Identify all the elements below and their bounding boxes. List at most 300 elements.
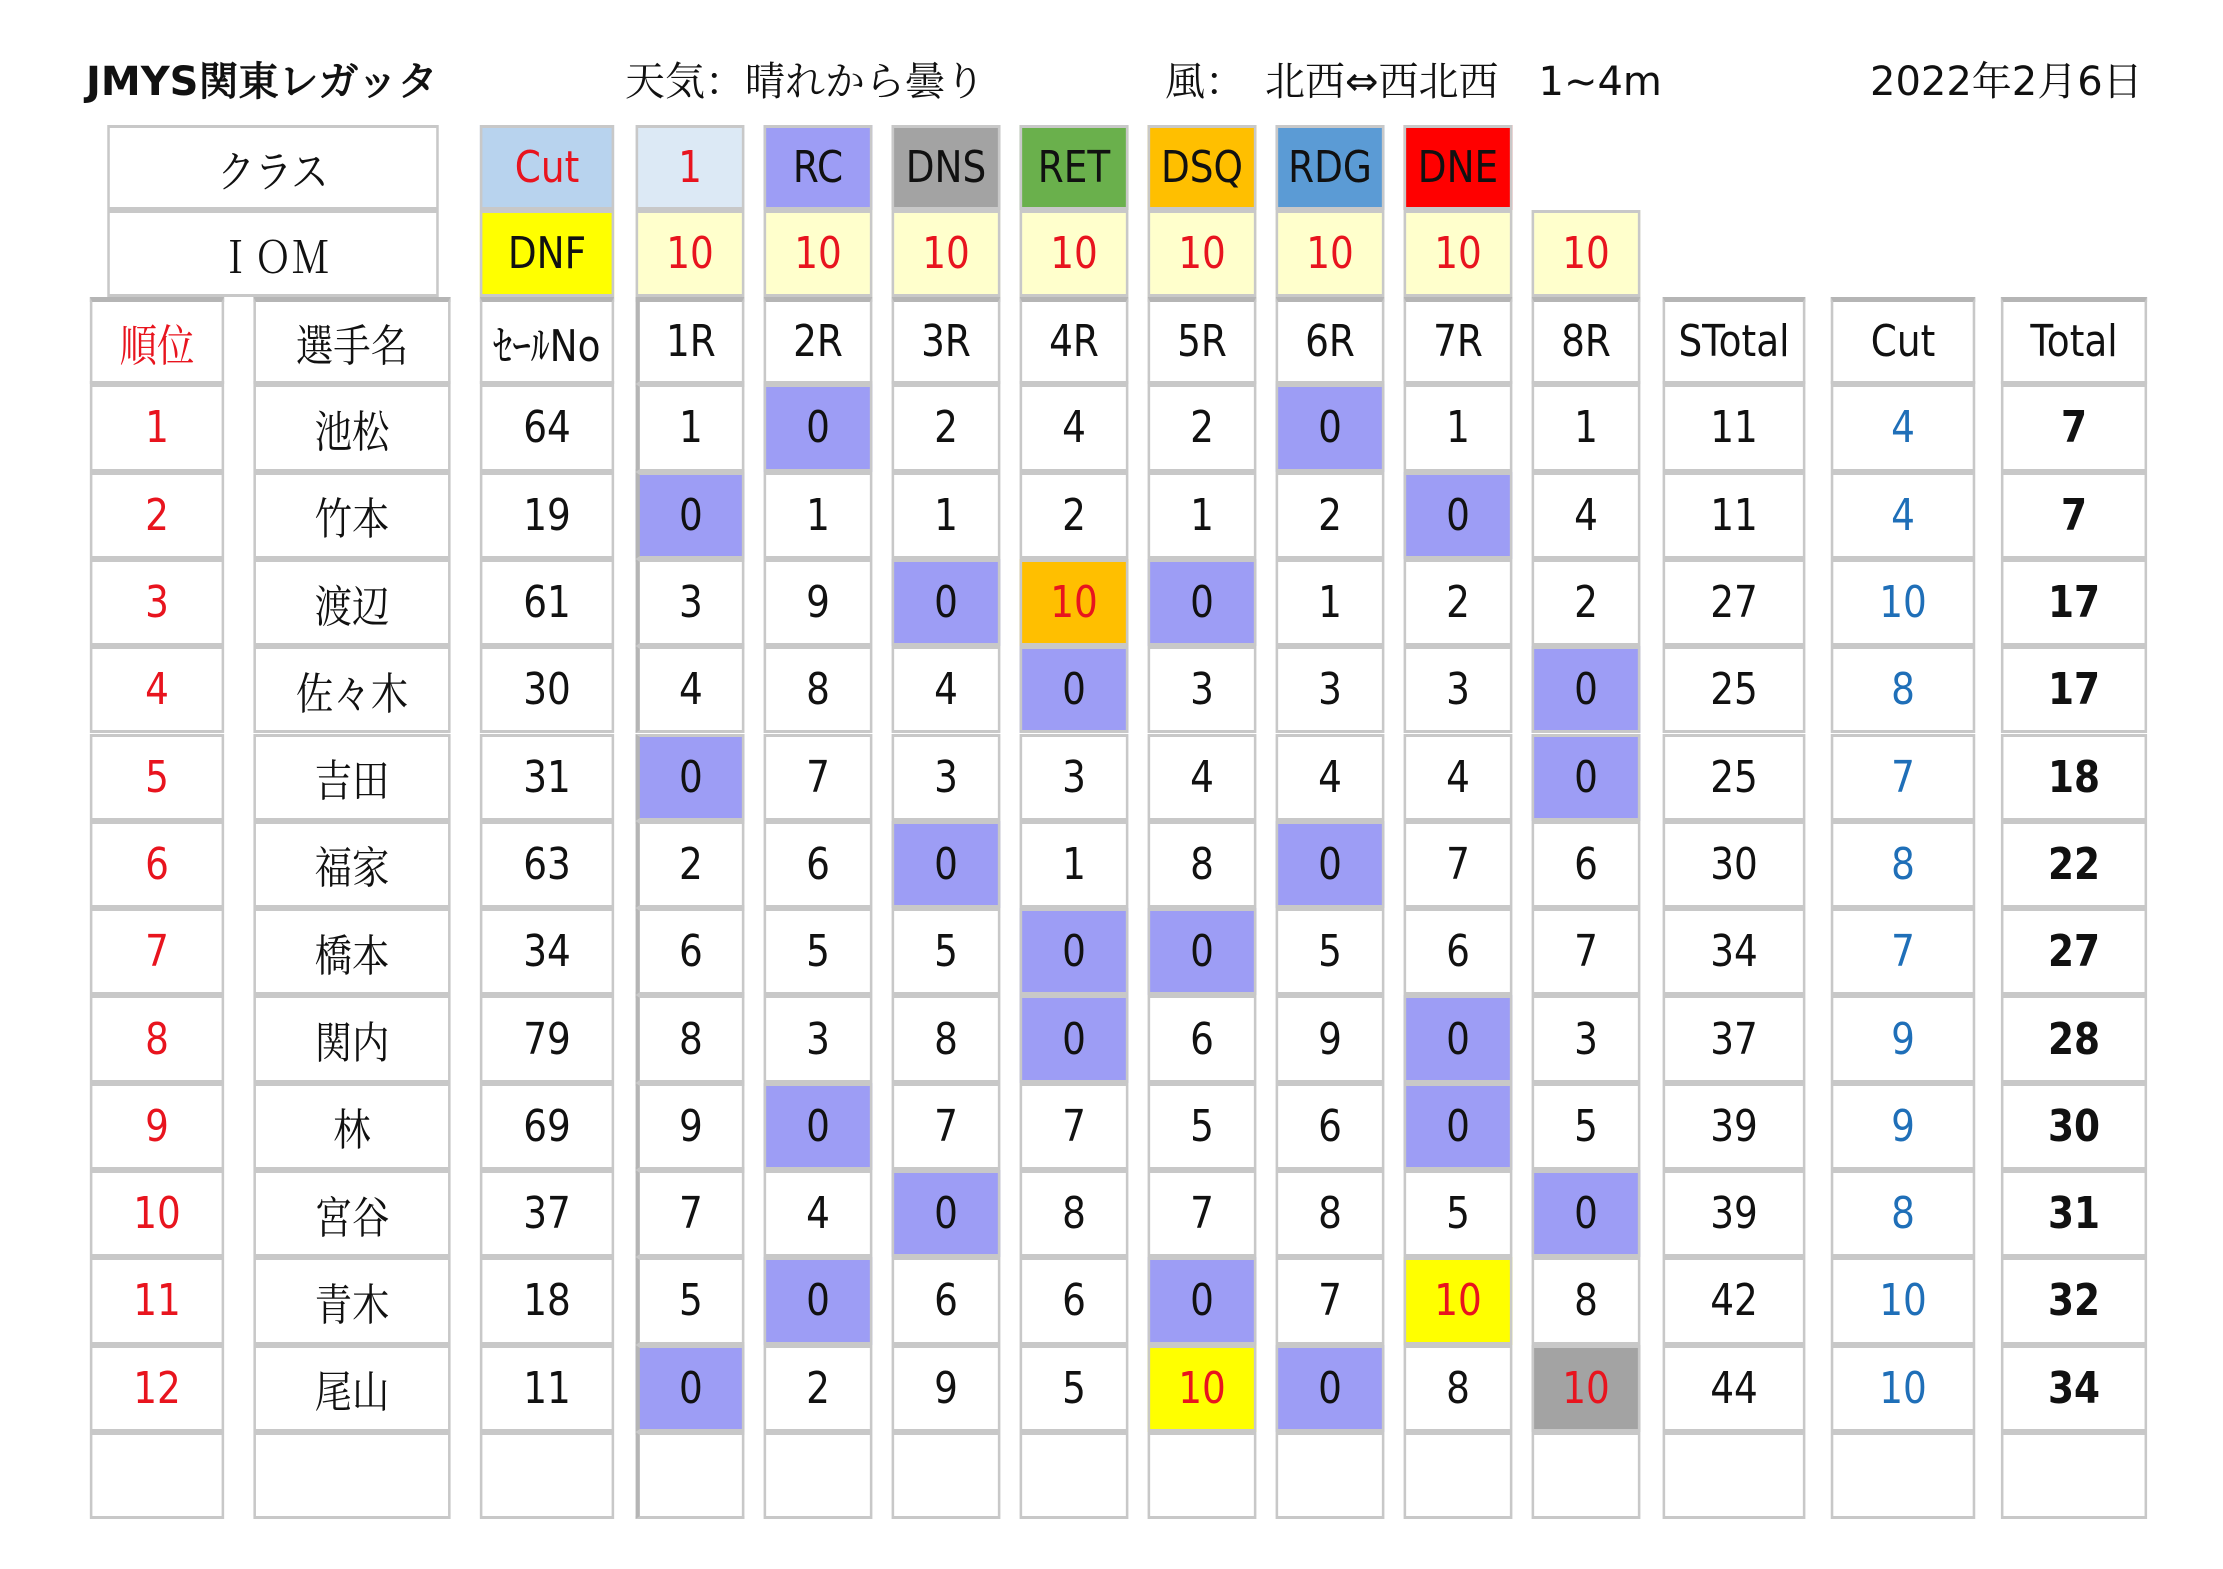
legend-code-dne-text: DNE <box>1417 142 1499 193</box>
empty-cell <box>2001 1432 2147 1519</box>
race-score-cell-text: 1 <box>1446 402 1470 454</box>
total-cell-text: 27 <box>2047 926 2101 978</box>
total-cell <box>2001 1257 2147 1344</box>
race-score-cell <box>1532 559 1641 646</box>
total-cell-text: 18 <box>2047 751 2101 803</box>
race-score-cell <box>1404 908 1513 995</box>
empty-cell <box>892 1432 1001 1519</box>
stotal-cell <box>1663 908 1806 995</box>
rank-cell-text: 10 <box>133 1188 181 1240</box>
race-score-cell-text: 0 <box>1446 1100 1470 1152</box>
race-score-cell-text: 9 <box>1318 1013 1342 1065</box>
race-score-cell-text: 4 <box>1062 402 1086 454</box>
sail-number-cell <box>480 559 614 646</box>
column-header-text: 4R <box>1049 316 1099 368</box>
race-score-cell-text: 0 <box>1446 1013 1470 1065</box>
race-score-cell-text: 7 <box>806 751 830 803</box>
race-score-cell-text: 1 <box>806 489 830 541</box>
race-score-cell-text: 3 <box>1062 751 1086 803</box>
race-score-cell-text: 8 <box>678 1013 703 1065</box>
stotal-cell-text: 37 <box>1710 1013 1758 1065</box>
race-score-cell-text: 0 <box>806 1100 830 1152</box>
column-header-text: Total <box>2030 316 2118 368</box>
total-cell <box>2001 734 2147 821</box>
race-score-cell-text: 3 <box>934 751 958 803</box>
total-cell <box>2001 1083 2147 1170</box>
column-header <box>1831 297 1976 384</box>
legend-code-rdg-text: RDG <box>1288 142 1372 193</box>
cut-cell <box>1831 384 1976 471</box>
race-score-cell <box>636 908 745 995</box>
race-score-cell <box>1404 384 1513 471</box>
column-header <box>636 297 745 384</box>
legend-code-rdg <box>1276 125 1385 210</box>
race-score-cell <box>892 995 1001 1082</box>
total-cell <box>2001 559 2147 646</box>
legend-code-ret <box>1020 125 1129 210</box>
race-score-cell-text: 1 <box>1190 489 1214 541</box>
race-score-cell-text: 2 <box>1446 577 1470 629</box>
total-cell <box>2001 821 2147 908</box>
total-cell <box>2001 472 2147 559</box>
race-score-cell-text: 0 <box>934 838 958 890</box>
race-score-cell <box>1276 646 1385 733</box>
sailor-name-cell-text: 竹本 <box>314 494 390 546</box>
column-header-text: STotal <box>1678 316 1790 368</box>
rank-cell <box>90 646 224 733</box>
race-score-cell-text: 8 <box>1446 1362 1470 1414</box>
sail-number-cell <box>480 1170 614 1257</box>
sailor-name-cell-text: 渡辺 <box>314 581 390 633</box>
cut-cell-text: 8 <box>1891 1188 1915 1240</box>
race-score-cell <box>636 384 745 471</box>
column-header-text: 2R <box>793 316 843 368</box>
race-score-cell-text: 0 <box>1446 489 1470 541</box>
race-score-cell <box>636 472 745 559</box>
race-score-cell-text: 7 <box>1574 926 1598 978</box>
race-score-cell <box>636 1083 745 1170</box>
race-score-cell <box>764 1083 873 1170</box>
race-score-cell-text: 8 <box>1318 1188 1342 1240</box>
race-score-cell <box>636 559 745 646</box>
stotal-cell <box>1663 734 1806 821</box>
cut-cell <box>1831 1345 1976 1432</box>
race-score-cell-text: 10 <box>1562 1362 1610 1414</box>
cut-cell <box>1831 559 1976 646</box>
cut-cell <box>1831 821 1976 908</box>
race-score-cell <box>764 995 873 1082</box>
race-score-cell <box>1404 734 1513 821</box>
stotal-cell-text: 11 <box>1710 402 1758 454</box>
race-score-cell-text: 3 <box>678 577 703 629</box>
race-score-cell <box>1276 1170 1385 1257</box>
race-score-cell <box>636 646 745 733</box>
empty-cell <box>1532 1432 1641 1519</box>
stotal-cell <box>1663 1170 1806 1257</box>
race-score-cell-text: 5 <box>1446 1188 1470 1240</box>
race-score-cell <box>1404 559 1513 646</box>
race-score-cell <box>764 384 873 471</box>
column-header <box>480 297 614 384</box>
cut-cell <box>1831 1257 1976 1344</box>
sail-number-cell-text: 11 <box>523 1362 571 1414</box>
race-score-cell-text: 3 <box>1574 1013 1598 1065</box>
column-header-text: 6R <box>1305 316 1355 368</box>
race-score-cell <box>1276 908 1385 995</box>
legend-value-points-text: 10 <box>1178 228 1226 279</box>
race-score-cell-text: 0 <box>806 1275 830 1327</box>
rank-cell-text: 11 <box>133 1275 181 1327</box>
total-cell-text: 34 <box>2047 1362 2101 1414</box>
race-score-cell-text: 5 <box>1318 926 1342 978</box>
race-score-cell <box>1276 734 1385 821</box>
total-cell-text: 17 <box>2047 577 2101 629</box>
race-score-cell <box>1532 1257 1641 1344</box>
race-score-cell-text: 8 <box>806 664 830 716</box>
rank-cell-text: 3 <box>145 577 169 629</box>
legend-value-dnf <box>480 210 614 297</box>
cut-cell <box>1831 1083 1976 1170</box>
total-cell-text: 7 <box>2060 489 2088 541</box>
race-score-cell-text: 0 <box>678 751 703 803</box>
cut-cell <box>1831 995 1976 1082</box>
sailor-name-cell <box>253 1345 450 1432</box>
race-score-cell-text: 6 <box>1318 1100 1342 1152</box>
race-score-cell-text: 1 <box>1062 838 1086 890</box>
total-cell <box>2001 1170 2147 1257</box>
race-score-cell <box>1404 1083 1513 1170</box>
total-cell-text: 22 <box>2047 838 2101 890</box>
sail-number-cell <box>480 821 614 908</box>
race-score-cell <box>892 646 1001 733</box>
race-score-cell-text: 10 <box>1178 1362 1226 1414</box>
sail-number-cell-text: 69 <box>523 1100 571 1152</box>
race-score-cell <box>1020 1257 1129 1344</box>
legend-value-points <box>1404 210 1513 297</box>
race-score-cell-text: 0 <box>678 489 703 541</box>
weather-info: 天気：晴れから曇り <box>625 59 985 105</box>
legend-value-points <box>892 210 1001 297</box>
race-score-cell <box>1020 646 1129 733</box>
legend-value-points-text: 10 <box>1050 228 1098 279</box>
sailor-name-cell <box>253 646 450 733</box>
sail-number-cell <box>480 1345 614 1432</box>
sailor-name-cell-text: 佐々木 <box>295 668 409 720</box>
stotal-cell-text: 25 <box>1710 751 1758 803</box>
legend-code-cut-text: Cut <box>514 142 580 193</box>
race-score-cell-text: 0 <box>1062 1013 1086 1065</box>
race-score-cell <box>636 1345 745 1432</box>
empty-cell <box>1148 1432 1257 1519</box>
total-cell-text: 17 <box>2047 664 2101 716</box>
column-header <box>90 297 224 384</box>
sailor-name-cell <box>253 995 450 1082</box>
sail-number-cell-text: 64 <box>523 402 571 454</box>
race-score-cell <box>1148 821 1257 908</box>
empty-cell <box>1663 1432 1806 1519</box>
sail-number-cell <box>480 646 614 733</box>
race-score-cell-text: 1 <box>678 402 703 454</box>
sailor-name-cell-text: 関内 <box>314 1018 390 1070</box>
class-label-text: クラス <box>217 146 329 198</box>
race-score-cell <box>636 995 745 1082</box>
race-score-cell <box>764 821 873 908</box>
sail-number-cell-text: 19 <box>523 489 571 541</box>
race-score-cell-text: 9 <box>678 1100 703 1152</box>
race-score-cell <box>1404 1257 1513 1344</box>
rank-cell-text: 9 <box>145 1100 169 1152</box>
race-score-cell <box>1020 734 1129 821</box>
race-score-cell-text: 9 <box>934 1362 958 1414</box>
race-score-cell <box>1532 472 1641 559</box>
race-score-cell <box>892 821 1001 908</box>
race-score-cell <box>1148 472 1257 559</box>
race-score-cell <box>1020 472 1129 559</box>
race-score-cell <box>892 908 1001 995</box>
sail-number-cell-text: 34 <box>523 926 571 978</box>
race-score-cell <box>1148 734 1257 821</box>
sailor-name-cell-text: 橋本 <box>314 930 390 982</box>
sail-number-cell <box>480 734 614 821</box>
race-score-cell-text: 7 <box>1446 838 1470 890</box>
sail-number-cell <box>480 908 614 995</box>
race-score-cell-text: 7 <box>1318 1275 1342 1327</box>
race-score-cell-text: 1 <box>1574 402 1598 454</box>
empty-cell <box>1276 1432 1385 1519</box>
race-score-cell-text: 8 <box>1190 838 1214 890</box>
stotal-cell <box>1663 646 1806 733</box>
stotal-cell <box>1663 1345 1806 1432</box>
legend-value-points-text: 10 <box>666 228 714 279</box>
sailor-name-cell <box>253 1257 450 1344</box>
stotal-cell-text: 27 <box>1710 577 1758 629</box>
regatta-title: JMYS関東レガッタ <box>86 59 438 105</box>
stotal-cell <box>1663 384 1806 471</box>
race-score-cell <box>1276 1083 1385 1170</box>
race-score-cell-text: 0 <box>1574 664 1598 716</box>
race-score-cell-text: 7 <box>1190 1188 1214 1240</box>
sail-number-cell-text: 30 <box>523 664 571 716</box>
sail-number-cell-text: 79 <box>523 1013 571 1065</box>
stotal-cell <box>1663 995 1806 1082</box>
sail-number-cell <box>480 1083 614 1170</box>
race-score-cell <box>1276 559 1385 646</box>
race-score-cell-text: 0 <box>678 1362 703 1414</box>
stotal-cell <box>1663 559 1806 646</box>
legend-value-points <box>764 210 873 297</box>
race-score-cell <box>892 472 1001 559</box>
sailor-name-cell <box>253 734 450 821</box>
sailor-name-cell <box>253 821 450 908</box>
race-score-cell <box>1404 646 1513 733</box>
column-header <box>2001 297 2147 384</box>
stotal-cell <box>1663 1257 1806 1344</box>
legend-value-points-text: 10 <box>922 228 970 279</box>
race-score-cell-text: 0 <box>1190 926 1214 978</box>
column-header-text: Cut <box>1870 316 1936 368</box>
race-score-cell-text: 1 <box>934 489 958 541</box>
race-score-cell-text: 0 <box>934 577 958 629</box>
race-score-cell-text: 3 <box>1318 664 1342 716</box>
race-score-cell <box>1532 1083 1641 1170</box>
stotal-cell <box>1663 472 1806 559</box>
race-score-cell <box>1532 646 1641 733</box>
total-cell-text: 28 <box>2047 1013 2101 1065</box>
rank-cell-text: 1 <box>145 402 169 454</box>
race-score-cell-text: 6 <box>1062 1275 1086 1327</box>
cut-cell-text: 7 <box>1891 926 1915 978</box>
rank-cell <box>90 1083 224 1170</box>
legend-code-dsq <box>1148 125 1257 210</box>
race-score-cell-text: 9 <box>806 577 830 629</box>
stotal-cell-text: 44 <box>1710 1362 1758 1414</box>
race-score-cell <box>764 646 873 733</box>
empty-cell <box>764 1432 873 1519</box>
race-score-cell <box>1148 384 1257 471</box>
rank-cell <box>90 734 224 821</box>
total-cell-text: 31 <box>2047 1188 2101 1240</box>
race-score-cell-text: 2 <box>934 402 958 454</box>
sailor-name-cell-text: 宮谷 <box>314 1192 390 1244</box>
rank-cell-text: 12 <box>133 1362 181 1414</box>
sail-number-cell-text: 61 <box>523 577 571 629</box>
cut-cell-text: 10 <box>1879 1275 1927 1327</box>
rank-cell-text: 6 <box>145 838 169 890</box>
race-score-cell-text: 4 <box>934 664 958 716</box>
race-score-cell-text: 4 <box>806 1188 830 1240</box>
race-score-cell-text: 5 <box>1190 1100 1214 1152</box>
race-score-cell-text: 4 <box>1574 489 1598 541</box>
cut-cell <box>1831 734 1976 821</box>
race-score-cell-text: 5 <box>1574 1100 1598 1152</box>
rank-cell <box>90 1345 224 1432</box>
race-score-cell <box>1148 1170 1257 1257</box>
race-score-cell <box>1276 995 1385 1082</box>
empty-cell <box>480 1432 614 1519</box>
race-score-cell-text: 0 <box>1574 751 1598 803</box>
stotal-cell <box>1663 1083 1806 1170</box>
race-score-cell-text: 0 <box>806 402 830 454</box>
sail-number-cell-text: 31 <box>523 751 571 803</box>
race-score-cell <box>1020 384 1129 471</box>
cut-cell-text: 4 <box>1891 489 1915 541</box>
legend-value-points <box>1148 210 1257 297</box>
race-score-cell-text: 0 <box>1190 577 1214 629</box>
legend-code-ret-text: RET <box>1037 142 1111 193</box>
sailor-name-cell-text: 青木 <box>314 1279 390 1331</box>
race-score-cell-text: 0 <box>1318 402 1342 454</box>
legend-value-points <box>1532 210 1641 297</box>
cut-cell-text: 10 <box>1879 1362 1927 1414</box>
stotal-cell-text: 25 <box>1710 664 1758 716</box>
legend-value-points-text: 10 <box>1434 228 1482 279</box>
race-score-cell-text: 10 <box>1050 577 1098 629</box>
total-cell-text: 30 <box>2047 1100 2101 1152</box>
race-score-cell <box>1148 559 1257 646</box>
race-score-cell <box>1532 734 1641 821</box>
race-score-cell <box>1020 908 1129 995</box>
race-score-cell-text: 5 <box>1062 1362 1086 1414</box>
race-score-cell <box>1404 1170 1513 1257</box>
total-cell <box>2001 995 2147 1082</box>
race-score-cell-text: 0 <box>1062 926 1086 978</box>
race-score-cell <box>1404 821 1513 908</box>
race-score-cell <box>1148 1257 1257 1344</box>
column-header-text: 3R <box>921 316 971 368</box>
sailor-name-cell-text: 福家 <box>314 843 390 895</box>
stotal-cell-text: 39 <box>1710 1188 1758 1240</box>
race-score-cell-text: 10 <box>1434 1275 1482 1327</box>
class-label <box>107 125 439 210</box>
column-header <box>892 297 1001 384</box>
legend-code-cut <box>480 125 614 210</box>
cut-cell-text: 7 <box>1891 751 1915 803</box>
race-score-cell <box>1020 1170 1129 1257</box>
race-score-cell <box>636 734 745 821</box>
column-header <box>253 297 450 384</box>
column-header <box>1020 297 1129 384</box>
cut-cell-text: 8 <box>1891 838 1915 890</box>
legend-value-points-text: 10 <box>794 228 842 279</box>
race-score-cell <box>1276 821 1385 908</box>
race-score-cell-text: 2 <box>806 1362 830 1414</box>
rank-cell <box>90 559 224 646</box>
race-score-cell <box>1148 908 1257 995</box>
race-score-cell-text: 0 <box>1574 1188 1598 1240</box>
total-cell <box>2001 1345 2147 1432</box>
total-cell <box>2001 646 2147 733</box>
rank-cell <box>90 1257 224 1344</box>
stotal-cell-text: 42 <box>1710 1275 1758 1327</box>
race-score-cell-text: 1 <box>1318 577 1342 629</box>
race-score-cell <box>1020 821 1129 908</box>
rank-cell <box>90 472 224 559</box>
race-score-cell <box>1020 1345 1129 1432</box>
total-cell <box>2001 384 2147 471</box>
sailor-name-cell-text: 吉田 <box>314 756 390 808</box>
race-score-cell <box>1532 1345 1641 1432</box>
sailor-name-cell-text: 池松 <box>314 406 390 458</box>
empty-cell <box>1404 1432 1513 1519</box>
column-header-text: 順位 <box>119 320 195 372</box>
legend-value-points-text: 10 <box>1306 228 1354 279</box>
empty-cell <box>253 1432 450 1519</box>
race-score-cell-text: 6 <box>1574 838 1598 890</box>
race-score-cell <box>764 1345 873 1432</box>
rank-cell-text: 8 <box>145 1013 169 1065</box>
race-score-cell <box>636 821 745 908</box>
legend-code-dsq-text: DSQ <box>1161 142 1243 193</box>
column-header-text: 1R <box>665 316 716 368</box>
race-score-cell <box>1532 1170 1641 1257</box>
rank-cell <box>90 995 224 1082</box>
legend-code-rc-text: RC <box>792 142 844 193</box>
column-header <box>1404 297 1513 384</box>
race-score-cell <box>764 559 873 646</box>
sail-number-cell-text: 37 <box>523 1188 571 1240</box>
race-score-cell <box>1532 384 1641 471</box>
wind-info: 風： 北西⇔西北西 1~4m <box>1165 59 1662 105</box>
race-score-cell <box>1276 1345 1385 1432</box>
sail-number-cell <box>480 384 614 471</box>
race-score-cell-text: 7 <box>934 1100 958 1152</box>
rank-cell <box>90 384 224 471</box>
race-score-cell <box>1532 908 1641 995</box>
legend-value-points <box>1020 210 1129 297</box>
sail-number-cell <box>480 1257 614 1344</box>
sailor-name-cell-text: 林 <box>333 1105 371 1157</box>
race-score-cell-text: 6 <box>1446 926 1470 978</box>
